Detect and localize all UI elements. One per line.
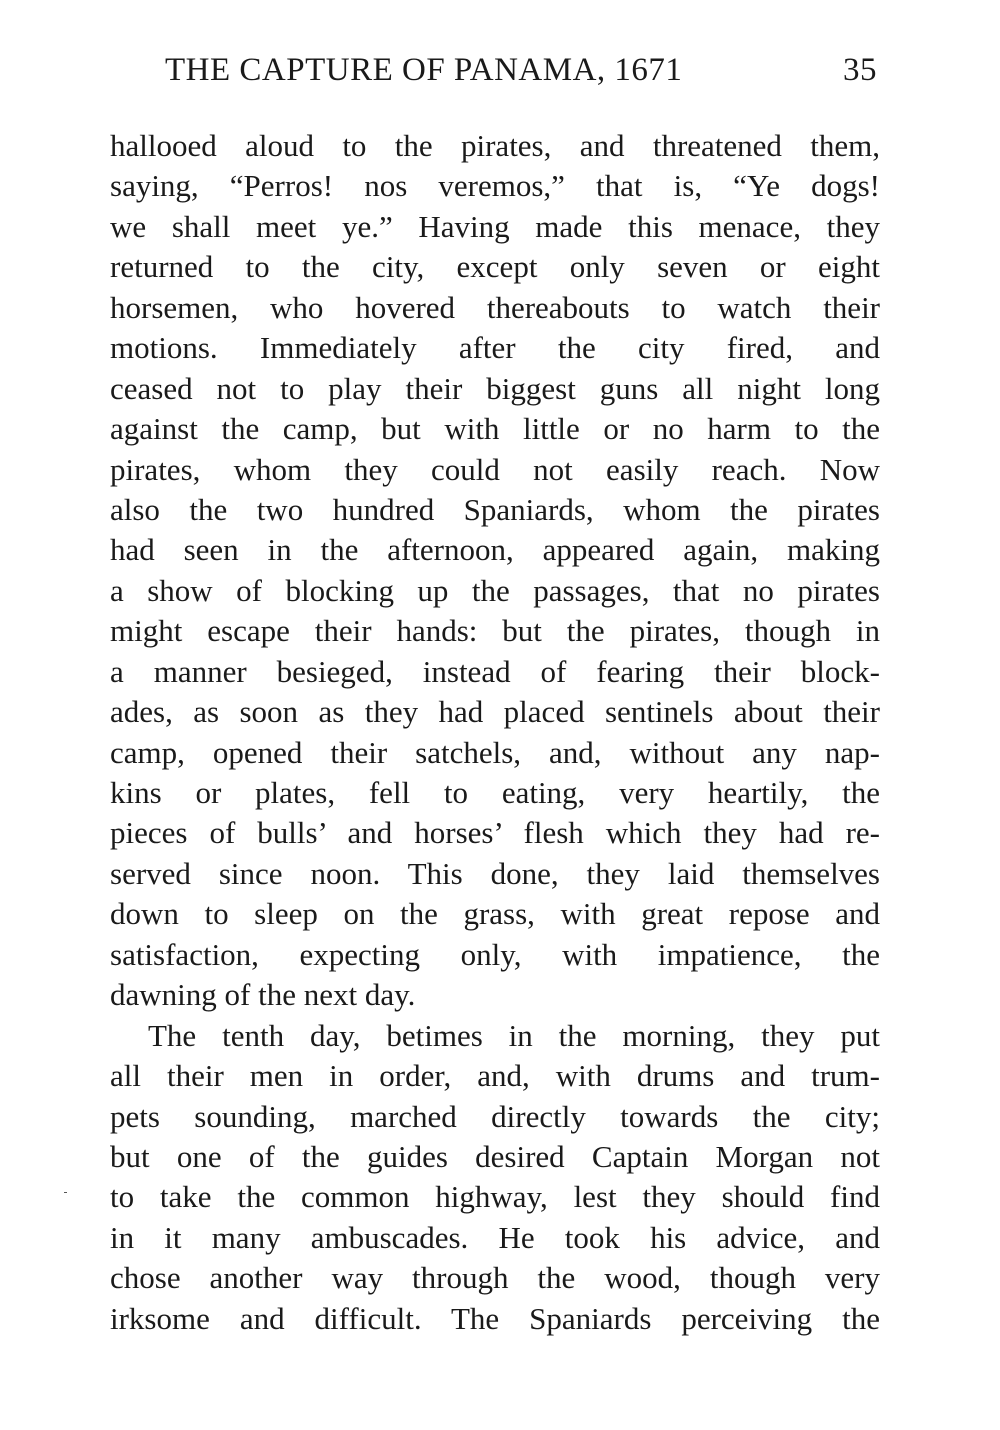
text-line: but one of the guides desired Captain Morgan not	[110, 1138, 880, 1174]
paragraph-2	[110, 1016, 880, 1340]
paragraph-1	[110, 126, 880, 1016]
running-title: THE CAPTURE OF PANAMA, 1671	[165, 52, 683, 88]
text-line: motions. Immediately after the city fired, and	[110, 330, 880, 366]
text-line: might escape their hands: but the pirates, though in	[110, 613, 880, 649]
text-line: served since noon. This done, they laid themselves	[110, 855, 880, 891]
text-line: dawning of the next day.	[110, 977, 416, 1013]
text-line: a show of blocking up the passages, that no pirates	[110, 572, 880, 608]
margin-mark	[64, 1192, 67, 1193]
text-line: in it many ambuscades. He took his advice, and	[110, 1219, 880, 1255]
text-line: a manner besieged, instead of fearing their block-	[110, 653, 880, 689]
text-line: we shall meet ye.” Having made this menace, they	[110, 208, 880, 244]
page-number: 35	[843, 52, 877, 88]
text-line: to take the common highway, lest they should find	[110, 1179, 880, 1215]
text-line: saying, “Perros! nos veremos,” that is, “Ye dogs!	[110, 168, 880, 204]
text-line: also the two hundred Spaniards, whom the pirates	[110, 491, 880, 527]
text-line: pieces of bulls’ and horses’ flesh which they had re-	[110, 815, 880, 851]
text-line: returned to the city, except only seven or eight	[110, 249, 880, 285]
text-line: ades, as soon as they had placed sentinels about their	[110, 694, 880, 730]
text-line: satisfaction, expecting only, with impatience, the	[110, 936, 880, 972]
text-line: pets sounding, marched directly towards the city;	[110, 1098, 880, 1134]
body-text	[110, 126, 880, 1339]
text-line: down to sleep on the grass, with great repose and	[110, 896, 880, 932]
text-line: irksome and difficult. The Spaniards perceiving the	[110, 1300, 880, 1336]
text-line: pirates, whom they could not easily reach. Now	[110, 451, 880, 487]
text-line: had seen in the afternoon, appeared again, making	[110, 532, 880, 568]
text-line: all their men in order, and, with drums and trum-	[110, 1058, 880, 1094]
text-line: kins or plates, fell to eating, very heartily, the	[110, 775, 880, 810]
text-line: The tenth day, betimes in the morning, they put	[148, 1017, 880, 1053]
text-line: hallooed aloud to the pirates, and threatened them,	[110, 128, 880, 163]
text-line: horsemen, who hovered thereabouts to watch their	[110, 289, 880, 325]
text-line: ceased not to play their biggest guns all night long	[110, 370, 880, 406]
running-head	[165, 52, 877, 96]
text-line: camp, opened their satchels, and, without any nap-	[110, 734, 880, 770]
text-line: against the camp, but with little or no harm to the	[110, 411, 880, 447]
text-line: chose another way through the wood, though very	[110, 1260, 880, 1296]
